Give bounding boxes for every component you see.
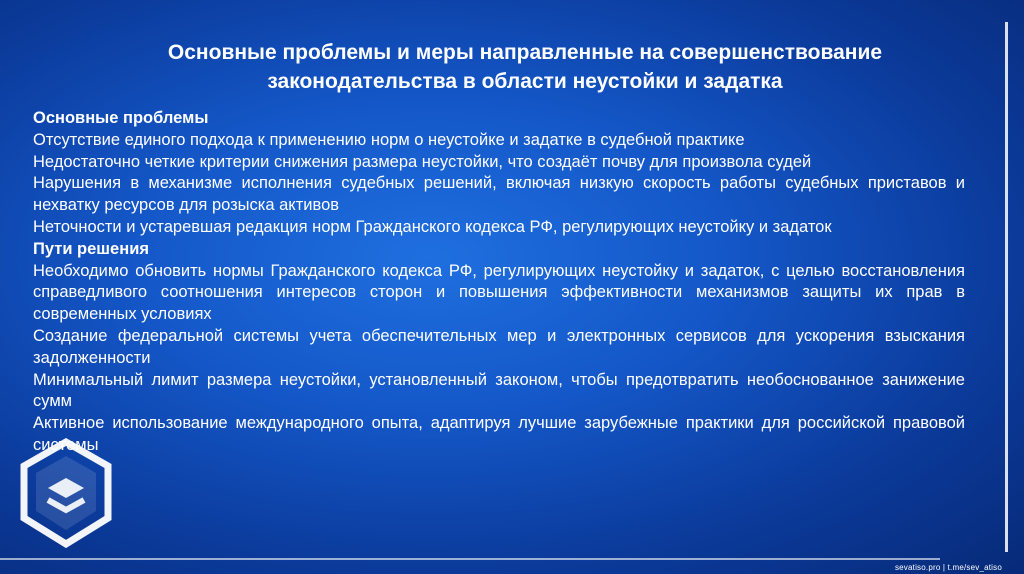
- title-line-1: Основные проблемы и меры направленные на совершенствование: [167, 41, 883, 64]
- frame-right-line: [1005, 22, 1008, 552]
- title-line-2: законодательства в области неустойки и задатка: [267, 70, 783, 93]
- section-heading-solutions: Пути решения: [33, 239, 149, 258]
- shield-logo-icon: [18, 438, 114, 548]
- problem-item: Недостаточно четкие критерии снижения размера неустойки, что создаёт почву для произвола судей: [33, 152, 812, 171]
- solution-item: Активное использование международного опыта, адаптируя лучшие зарубежные практики для российской правовой системы: [33, 414, 965, 454]
- solution-item: Минимальный лимит размера неустойки, установленный законом, чтобы предотвратить необоснованное занижение сумм: [33, 370, 965, 411]
- solution-item: Создание федеральной системы учета обеспечительных мер и электронных сервисов для ускорения взыскания задолженности: [33, 326, 965, 367]
- slide-title: [60, 38, 990, 96]
- content-body: [33, 108, 965, 457]
- problem-item: Нарушения в механизме исполнения судебных решений, включая низкую скорость работы судебных приставов и нехватку ресурсов для розыска активов: [33, 174, 965, 215]
- solution-item: Необходимо обновить нормы Гражданского кодекса РФ, регулирующих неустойку и задаток, с целью восстановления справедливого соотношения интересов сторон и повышения эффективности механизмов защиты их прав в современных условиях: [33, 261, 965, 324]
- problem-item: Неточности и устаревшая редакция норм Гражданского кодекса РФ, регулирующих неустойку и задаток: [33, 217, 832, 236]
- section-heading-problems: Основные проблемы: [33, 109, 209, 127]
- frame-bottom-line: [0, 558, 940, 560]
- footer-credit: sevatiso.pro | t.me/sev_atiso: [894, 563, 1002, 572]
- problem-item: Отсутствие единого подхода к применению норм о неустойке и задатке в судебной практике: [33, 130, 745, 149]
